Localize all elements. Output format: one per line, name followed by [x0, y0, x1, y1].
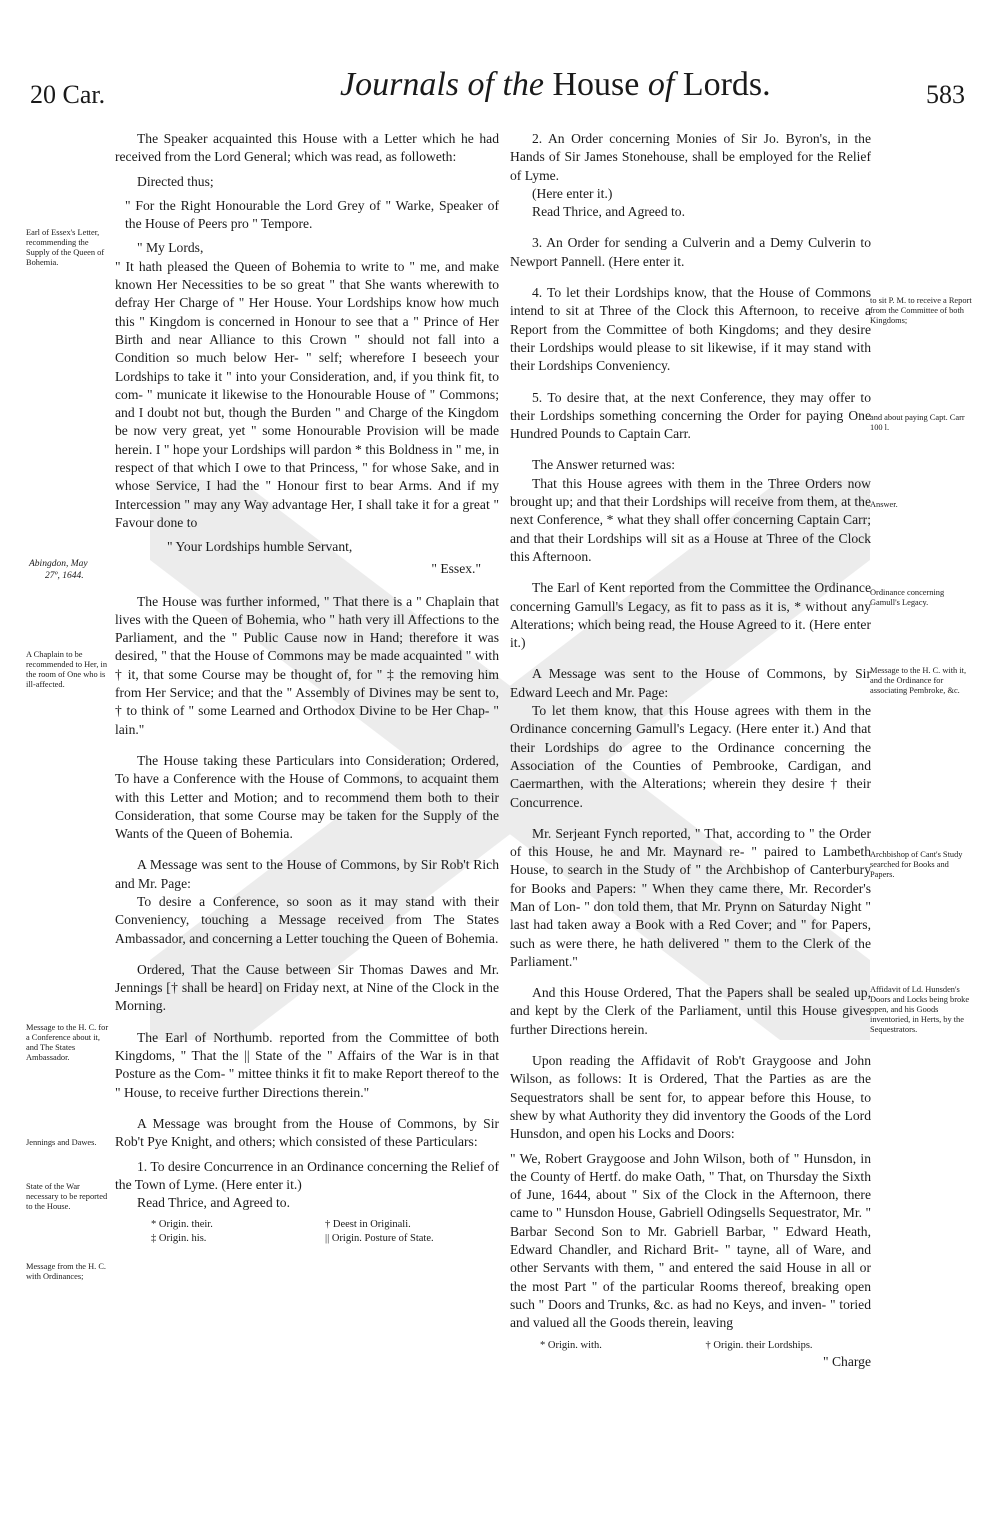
signature-name: " Essex." [431, 560, 481, 576]
page-number: 583 [926, 80, 965, 109]
catchword: " Charge [823, 1353, 871, 1369]
paragraph: (Here enter it.) [532, 185, 613, 201]
footnote: * Origin. their. [151, 1219, 213, 1231]
footnote: † Origin. their Lordships. [705, 1339, 813, 1351]
margin-note-right: Affidavit of Ld. Hunsden's Doors and Locks being broke open, and his Goods inventoried, in Herts, by the Sequestrators. [870, 985, 970, 1034]
margin-note-right: Message to the H. C. with it, and the Ordinance for associating Pembroke, &c. [870, 666, 967, 695]
signature-date: 27º, 1644. [45, 570, 84, 581]
footnote: * Origin. with. [540, 1339, 602, 1351]
margin-note-right: Answer. [870, 500, 898, 509]
signature-place: Abingdon, May [29, 558, 88, 569]
paragraph: 3. An Order for sending a Culverin and a Demy Culverin to Newport Pannell. (Here enter it. [510, 235, 871, 269]
paragraph: To let them know, that this House agrees with them in the Ordinance concerning Gamull's Legacy. (Here enter it.) And that their Lordships do agree to the Ordinance concerning the Association of the Counties of Pembrooke, Cardigan, and Caermarthen, with the Alterations; wherein they desire † their Concurrence. [510, 703, 871, 810]
footnote: || Origin. Posture of State. [325, 1233, 434, 1245]
margin-note-left: A Chaplain to be recommended to Her, in the room of One who is ill-affected. [26, 650, 108, 689]
paragraph: 4. To let their Lordships know, that the House of Commons intend to sit at Three of the Clock this Afternoon, to receive a Report from the Committee of both Kingdoms; and they desire their Lordships would please to sit likewise, if it may stand with their Lordships Conveniency. [510, 285, 871, 374]
paragraph: Ordered, That the Cause between Sir Thomas Dawes and Mr. Jennings [† shall be heard] on Friday next, at Nine of the Clock in the Morning. [115, 961, 499, 1014]
paragraph: 5. To desire that, at the next Conference, they may offer to their Lordships something concerning the Order for paying One Hundred Pounds to Captain Carr. [510, 389, 871, 442]
margin-note-left: State of the War necessary to be reported to the House. [26, 1182, 108, 1211]
running-head-left: 20 Car. [30, 80, 106, 109]
letter-address: " For the Right Honourable the Lord Grey of " Warke, Speaker of the House of Peers pro " Tempore. [125, 197, 499, 232]
right-column [510, 130, 871, 1371]
paragraph: Directed thus; [137, 173, 214, 189]
margin-note-left: Message from the H. C. with Ordinances; [26, 1262, 107, 1281]
footnotes-right [510, 1339, 871, 1353]
running-head-title: Journals of the House of Lords. [340, 66, 771, 103]
footnote: † Deest in Originali. [325, 1219, 411, 1231]
paragraph: A Message was sent to the House of Commons, by Sir Rob't Rich and Mr. Page: [115, 857, 499, 891]
paragraph: 1. To desire Concurrence in an Ordinance concerning the Relief of the Town of Lyme. (Here enter it.) [115, 1158, 499, 1192]
paragraph: The House taking these Particulars into Consideration; Ordered, To have a Conference with the House of Commons, to acquaint them with this Letter and Motion; and to recommend them both to their Consideration, that some Course may be taken for the Supply of the Wants of the Queen of Bohemia. [115, 752, 499, 842]
affidavit-text: " We, Robert Graygoose and John Wilson, both of " Hunsdon, in the County of Hertf. do make Oath, " That, on Thursday the Sixth of June, 1644, about " Six of the Clock in the Afternoon, there came to " Hunsdon House, Gabriell Odingsells Sequestrator, Mr. " Barbar Second Son to Mr. Gabriell Barbar, " Edward Heath, Edward Chandler, and Richard Brit- " tayne, all of Ware, and other Servants with them, " and entered the said House in all or the most Part " of the particular Rooms thereof, breaking open such " Doors and Trunks, &c. as had no Keys, and inven- " toried and valued all the Goods therein, leaving [510, 1150, 871, 1331]
letter-signature [29, 557, 499, 587]
paragraph: Mr. Serjeant Fynch reported, " That, according to " the Order of this House, he and Mr. Maynard re- " paired to Lambeth House, to search in the Study of " the Archbishop of Canterbury for Books and Papers: " When they came there, Mr. Recorder's Man of Lon- " don told them, that Mr. Prynn on Saturday Night " last had taken away a Book with a Red Cover; and " for Papers, such as were there, he hath delivered " them to the Clerk of the Parliament." [510, 825, 871, 969]
paragraph: That this House agrees with them in the Three Orders now brought up; and that their Lordships will receive from them, at the next Conference, * what they shall offer concerning Captain Carr; and that their Lordships will sit as a House at Three of the Clock this Afternoon. [510, 475, 871, 564]
paragraph: The Answer returned was: [532, 457, 676, 473]
margin-note-left: Message to the H. C. for a Conference about it, and The States Ambassador. [26, 1023, 109, 1062]
margin-note-right: Archbishop of Cant's Study searched for Books and Papers. [870, 850, 963, 879]
paragraph: A Message was brought from the House of Commons, by Sir Rob't Pye Knight, and others; which consisted of these Particulars: [115, 1115, 499, 1150]
paragraph: The Speaker acquainted this House with a Letter which he had received from the Lord General; which was read, as followeth: [115, 131, 499, 165]
paragraph: And this House Ordered, That the Papers shall be sealed up, and kept by the Clerk of the Parliament, until this House gives further Directions herein. [510, 985, 871, 1037]
margin-note-right: and about paying Capt. Carr 100 l. [870, 413, 965, 432]
paragraph: The House was further informed, " That there is a " Chaplain that lives with the Queen of Bohemia, who " hath very ill Affections to the Parliament, and the " Public Cause now in Hand; therefore it was desired, " that the House of Commons may be made acquainted " with † it, that some Course may be thought of, for " ‡ the removing him from Her Service; and that the " Assembly of Divines may be sent to, † to think of " some Learned and Orthodox Divine to be Her Chap- " lain." [115, 593, 499, 737]
paragraph: 2. An Order concerning Monies of Sir Jo. Byron's, in the Hands of Sir James Stonehouse, shall be employed for the Relief of Lyme. [510, 131, 871, 183]
paragraph: A Message was sent to the House of Commons, by Sir Edward Leech and Mr. Page: [510, 666, 871, 700]
footnote: ‡ Origin. his. [151, 1233, 207, 1245]
paragraph: Read Thrice, and Agreed to. [532, 204, 686, 220]
margin-note-right: Ordinance concerning Gamull's Legacy. [870, 588, 945, 607]
letter-closing: " Your Lordships humble Servant, [167, 539, 353, 555]
letter-body: " It hath pleased the Queen of Bohemia to write to " me, and make known Her Necessities to be so great " that She wants wherewith to defray Her Charge of " Her House. Your Lordships know how much this " Kingdom is concerned in Honour to see that a " Prince of Her Birth and near Alliance to this Crown " should not fall into a Condition so much below Her- " self; wherefore I beseech your Lordships to take it " into your Consideration, and, if you think fit, to com- " municate it likewise to the Honourable House of " Commons; and I doubt not but, though the Burden " and Charge of the Kingdom be now very great, yet " some Honourable Provision will be made herein. I " hope your Lordships will pardon * this Boldness in " me, in respect of that which I owe to that Princess, " for whose Sake, and in whose Service, I had the " Honour first to bear Arms. And if my Intercession " may any Way advantage Her, I shall take it for a great " Favour done to [115, 258, 499, 530]
letter-salutation: " My Lords, [137, 240, 204, 256]
margin-note-right: to sit P. M. to receive a Report from the Committee of both Kingdoms; [870, 296, 972, 325]
margin-note-left: Earl of Essex's Letter, recommending the Supply of the Queen of Bohemia. [26, 228, 105, 267]
paragraph: The Earl of Kent reported from the Committee the Ordinance concerning Gamull's Legacy, as fit to pass as it is, * without any Alterations; which being read, the House Agreed to it. (Here enter it.) [510, 580, 871, 651]
paragraph: Read Thrice, and Agreed to. [137, 1195, 291, 1211]
footnotes-left [115, 1218, 499, 1246]
paragraph: To desire a Conference, so soon as it may stand with their Conveniency, touching a Message received from The States Ambassador, and concerning a Letter touching the Queen of Bohemia. [115, 893, 499, 946]
paragraph: Upon reading the Affidavit of Rob't Graygoose and John Wilson, as follows: It is Ordered, That the Parties as are the Sequestrators shall be sent for, to appear before this House, to shew by what Authority they did inventory the Goods of the Lord Hunsdon, and open his Locks and Doors: [510, 1053, 871, 1142]
paragraph: The Earl of Northumb. reported from the Committee of both Kingdoms, " That the || State of the " Affairs of the War is in that Posture as the Com- " mittee thinks it fit to make Report thereof to the " House, to receive further Directions therein." [115, 1029, 499, 1100]
margin-note-left: Jennings and Dawes. [26, 1138, 97, 1147]
